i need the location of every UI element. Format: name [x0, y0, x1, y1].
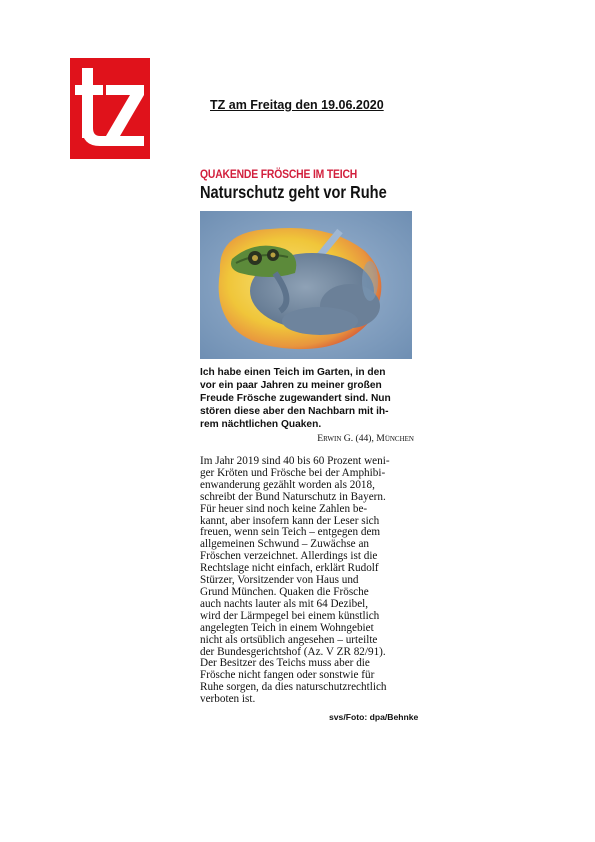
body-line: Stürzer, Vorsitzender von Haus und	[200, 574, 359, 587]
body-line: Frösche nicht fangen oder sonstwie für	[200, 669, 375, 682]
photo-credit: svs/Foto: dpa/Behnke	[329, 712, 419, 722]
body-line: auch nachts lauter als mit 64 Dezibel,	[200, 597, 369, 610]
body-line: freuen, wenn sein Teich – entgegen dem	[200, 526, 381, 539]
body-line: Rechtslage nicht einfach, erklärt Rudolf	[200, 562, 379, 575]
frog-on-lily-pad-image	[200, 211, 412, 359]
body-line: Ruhe sorgen, da dies naturschutzrechtlich	[200, 681, 387, 694]
body-line: wird der Lärmpegel bei einem künstlich	[200, 609, 380, 622]
publication-date-line: TZ am Freitag den 19.06.2020	[210, 98, 384, 112]
body-line: der Bundesgerichtshof (Az. V ZR 82/91).	[200, 645, 386, 658]
body-line: Der Besitzer des Teichs muss aber die	[200, 657, 370, 670]
reader-letter-line: vor ein paar Jahren zu meiner großen	[200, 380, 382, 392]
reader-letter-line: Ich habe einen Teich im Garten, in den	[200, 367, 386, 378]
body-line: ger Kröten und Frösche bei der Amphibi-	[200, 466, 386, 479]
reader-letter-line: stören diese aber den Nachbarn mit ih-	[200, 406, 389, 418]
body-line: angelegten Teich in einem Wohngebiet	[200, 621, 374, 634]
body-line: Fröschen verzeichnet. Allerdings ist die	[200, 550, 378, 563]
body-line: Grund München. Quaken die Frösche	[200, 585, 369, 598]
reader-letter	[200, 366, 414, 431]
body-line: Für heuer sind noch keine Zahlen be-	[200, 502, 368, 515]
reader-letter-line: rem nächtlichen Quaken.	[200, 419, 322, 431]
article-header	[200, 167, 414, 203]
body-line: enwanderung gezählt worden als 2018,	[200, 478, 375, 491]
reader-signature: Erwin G. (44), München	[317, 433, 414, 444]
body-line: schreibt der Bund Naturschutz in Bayern.	[200, 490, 386, 503]
body-line: kannt, aber insofern kann der Leser sich	[200, 514, 380, 527]
frog-photo	[200, 211, 412, 359]
tz-logo	[70, 58, 150, 159]
article-headline: Naturschutz geht vor Ruhe	[200, 182, 387, 202]
body-line: Im Jahr 2019 sind 40 bis 60 Prozent weni-	[200, 455, 390, 467]
body-line: nicht als ortsüblich angesehen – urteilte	[200, 633, 378, 646]
tz-logo-mark	[70, 58, 150, 159]
article-body	[200, 456, 414, 706]
body-line: verboten ist.	[200, 693, 256, 706]
body-line: allgemeinen Schwund – Zuwächse an	[200, 538, 370, 551]
article-kicker: QUAKENDE FRÖSCHE IM TEICH	[200, 167, 358, 181]
reader-letter-line: Freude Frösche zugewandert sind. Nun	[200, 393, 391, 405]
